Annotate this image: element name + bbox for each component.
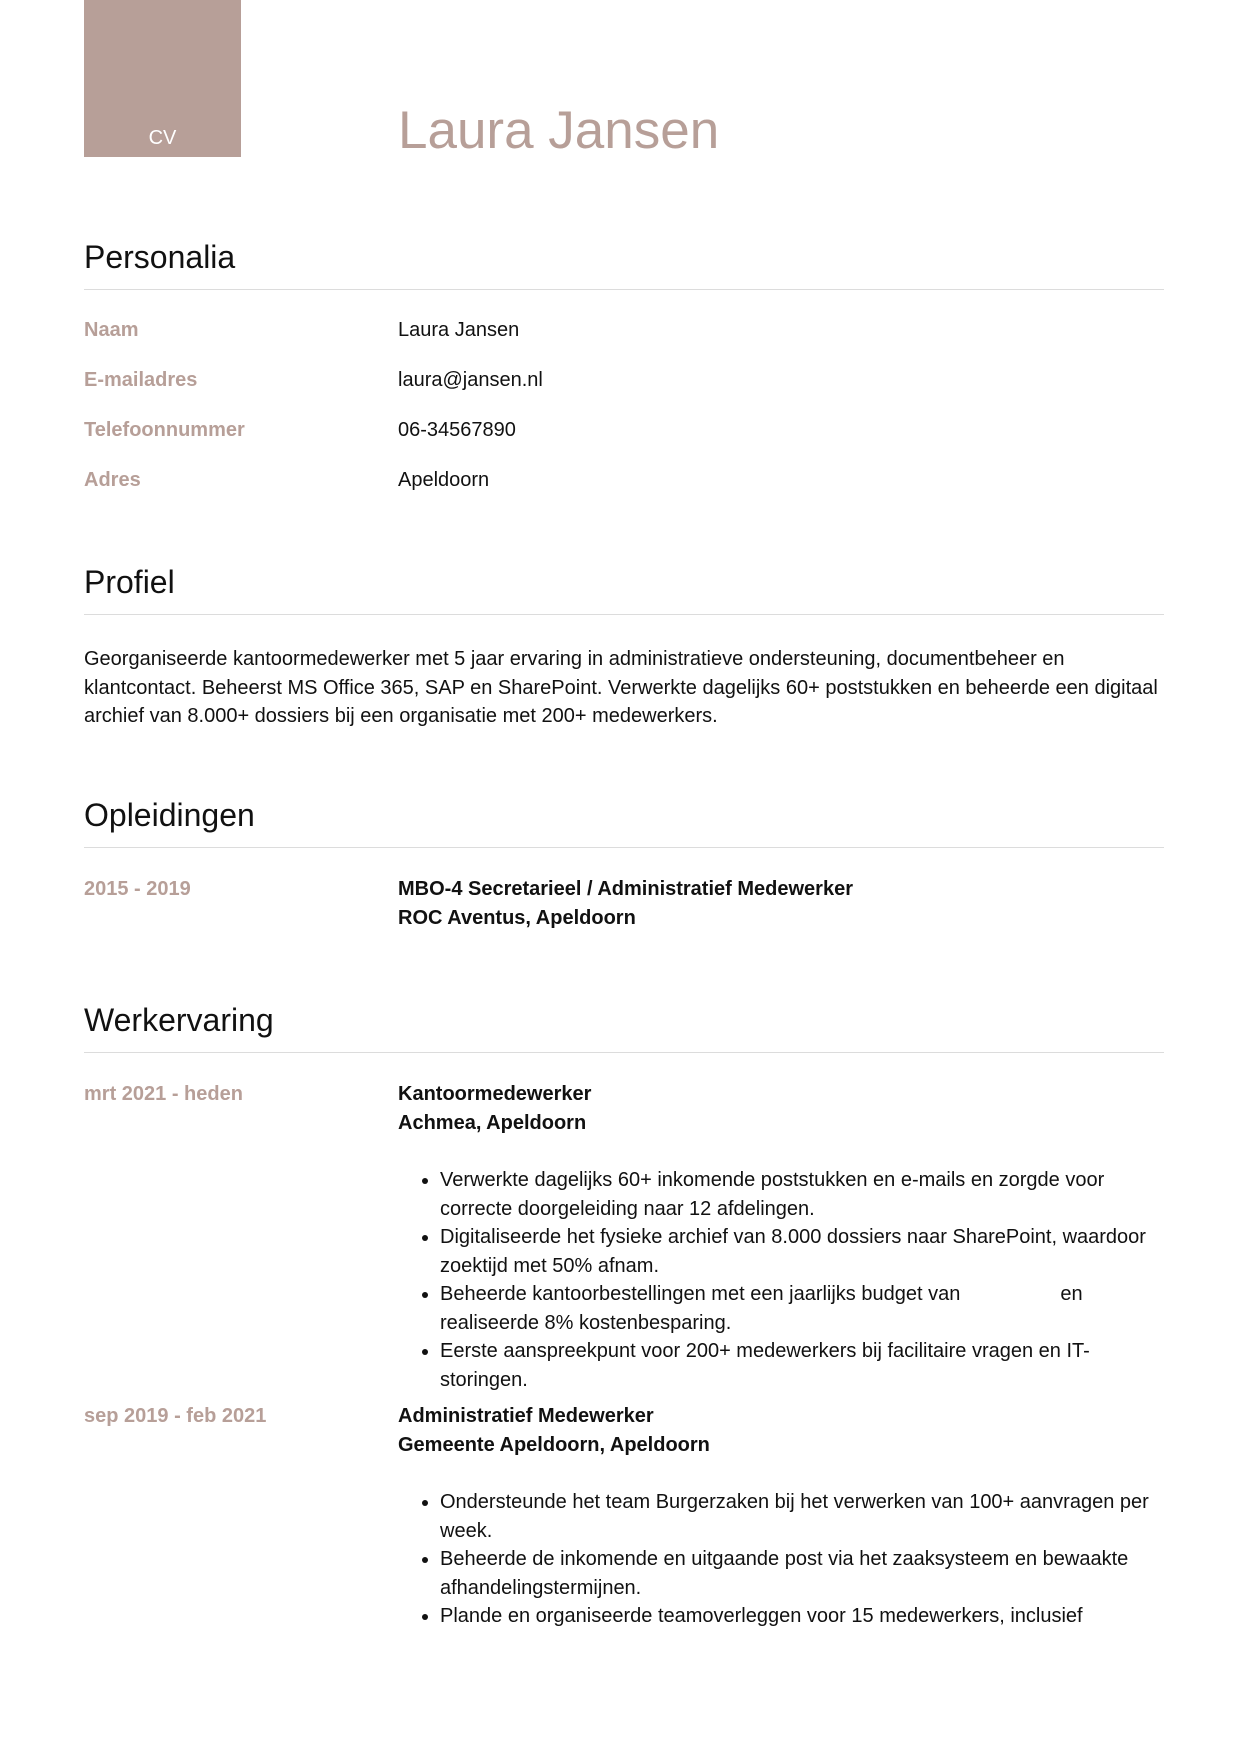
job-role: Administratief Medewerker — [398, 1405, 654, 1428]
job-employer: Achmea, Apeldoorn — [398, 1112, 587, 1135]
field-label: Telefoonnummer — [84, 419, 245, 442]
list-item: • Beheerde kantoorbestellingen met een jaarlijks budget van en realiseerde 8% kostenbesparing. — [440, 1280, 1164, 1337]
cv-badge-label: CV — [148, 127, 177, 149]
list-item: • Verwerkte dagelijks 60+ inkomende poststukken en e-mails en zorgde voor correcte doorgeleiding naar 12 afdelingen. — [440, 1166, 1164, 1223]
education-entry — [84, 875, 1164, 933]
section-werkervaring — [84, 1003, 1164, 1631]
job-role: Kantoormedewerker — [398, 1083, 592, 1106]
list-item: • Digitaliseerde het fysieke archief van 8.000 dossiers naar SharePoint, waardoor zoektijd met 50% afnam. — [440, 1223, 1164, 1280]
list-item: • Plande en organiseerde teamoverleggen voor 15 medewerkers, inclusief — [440, 1602, 1164, 1631]
section-title-werkervaring: Werkervaring — [84, 1003, 1164, 1053]
field-value: 06-34567890 — [398, 419, 516, 442]
personalia-row-telefoon — [84, 416, 1164, 445]
education-school: ROC Aventus, Apeldoorn — [398, 907, 636, 930]
section-title-profiel: Profiel — [84, 565, 1164, 615]
list-item: • Beheerde de inkomende en uitgaande post via het zaaksysteem en bewaakte afhandelingstermijnen. — [440, 1545, 1164, 1602]
list-item: • Eerste aanspreekpunt voor 200+ medewerkers bij facilitaire vragen en IT-storingen. — [440, 1337, 1164, 1394]
field-value: laura@jansen.nl — [398, 369, 543, 392]
personalia-row-adres — [84, 466, 1164, 495]
profile-summary: Georganiseerde kantoormedewerker met 5 jaar ervaring in administratieve ondersteuning, documentbeheer en klantcontact. Beheerst MS Office 365, SAP en SharePoint. Verwerkte dagelijks 60+ poststukken en beheerde een digitaal archief van 8.000+ dossiers bij een organisatie met 200+ medewerkers. — [84, 648, 1158, 728]
job-bullets — [398, 1488, 1164, 1631]
section-opleidingen — [84, 798, 1164, 933]
section-title-personalia: Personalia — [84, 240, 1164, 290]
field-label: Adres — [84, 469, 141, 492]
job-entry — [84, 1080, 1164, 1394]
job-period: sep 2019 - feb 2021 — [84, 1405, 267, 1428]
section-personalia — [84, 240, 1164, 495]
field-value: Laura Jansen — [398, 319, 520, 342]
job-period: mrt 2021 - heden — [84, 1083, 243, 1106]
education-period: 2015 - 2019 — [84, 878, 191, 901]
job-bullets — [398, 1166, 1164, 1394]
job-employer: Gemeente Apeldoorn, Apeldoorn — [398, 1434, 710, 1457]
list-item: • Ondersteunde het team Burgerzaken bij het verwerken van 100+ aanvragen per week. — [440, 1488, 1164, 1545]
field-label: E-mailadres — [84, 369, 198, 392]
education-degree: MBO-4 Secretarieel / Administratief Medewerker — [398, 878, 853, 901]
section-profiel — [84, 565, 1164, 731]
page-title: Laura Jansen — [398, 101, 720, 160]
personalia-row-naam — [84, 316, 1164, 345]
field-value: Apeldoorn — [398, 469, 490, 492]
job-entry — [84, 1402, 1164, 1631]
personalia-row-email — [84, 366, 1164, 395]
field-label: Naam — [84, 319, 139, 342]
section-title-opleidingen: Opleidingen — [84, 798, 1164, 848]
cv-badge — [84, 0, 241, 157]
